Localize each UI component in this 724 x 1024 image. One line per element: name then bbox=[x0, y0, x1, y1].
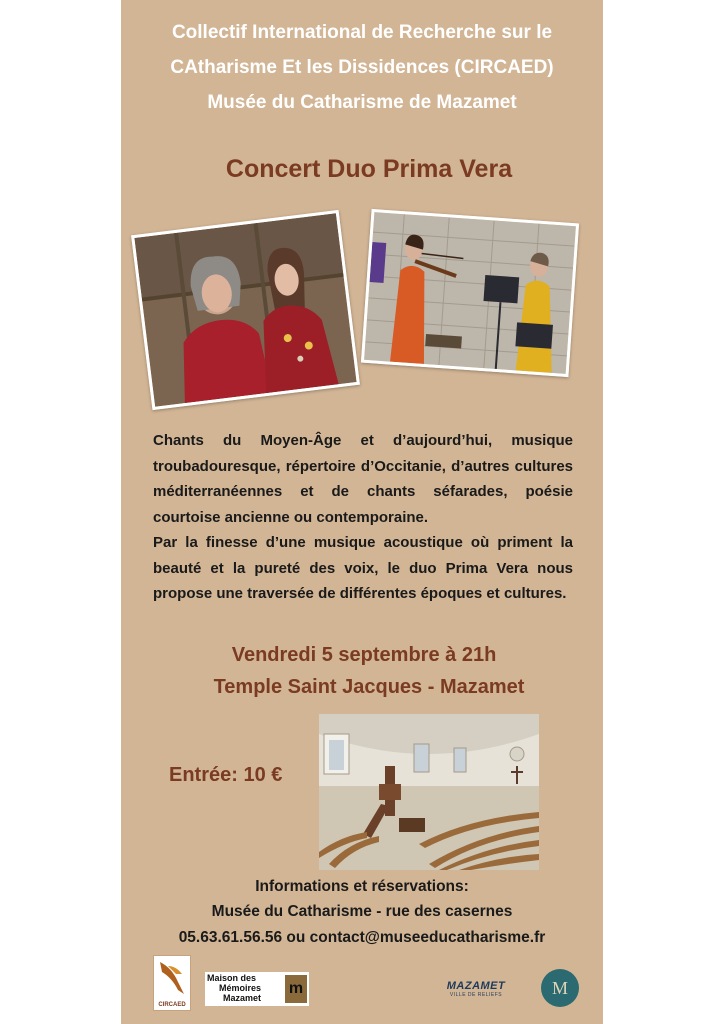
musee-catharisme-logo: M bbox=[541, 969, 579, 1007]
header-line-1: Collectif International de Recherche sur le bbox=[171, 22, 553, 43]
description-paragraph-2: Par la finesse d’une musique acoustique où priment la beauté et la pureté des voix, le duo Prima Vera nous propose une traversée de différentes époques et cultures. bbox=[153, 534, 573, 602]
circaed-logo-text: CIRCAED bbox=[158, 1002, 186, 1008]
temple-photo bbox=[319, 714, 539, 870]
info-address: Musée du Catharisme - rue des casernes bbox=[211, 903, 513, 920]
circaed-logo bbox=[153, 955, 191, 1011]
performance-photo bbox=[361, 209, 579, 377]
temple-interior-image bbox=[319, 714, 539, 870]
event-date: Vendredi 5 septembre à 21h bbox=[231, 644, 497, 666]
maison-logo-line-2: Mémoires bbox=[219, 983, 262, 993]
maison-logo-line-1: Maison des bbox=[207, 973, 257, 983]
maison-des-memoires-logo bbox=[205, 972, 309, 1006]
duo-portrait-image bbox=[134, 213, 356, 406]
maison-logo-line-3: Mazamet bbox=[223, 993, 262, 1003]
header-line-3: Musée du Catharisme de Mazamet bbox=[207, 92, 517, 113]
poster bbox=[121, 0, 603, 1024]
duo-portrait-photo bbox=[131, 210, 360, 410]
info-contact[interactable]: 05.63.61.56.56 ou contact@museeducatharisme.fr bbox=[178, 929, 546, 946]
info-heading: Informations et réservations: bbox=[255, 878, 469, 895]
header-line-2: CAtharisme Et les Dissidences (CIRCAED) bbox=[170, 57, 554, 78]
event-venue: Temple Saint Jacques - Mazamet bbox=[213, 676, 525, 698]
mazamet-logo-tagline: VILLE DE RELIEFS bbox=[449, 992, 503, 998]
maison-logo-mark: m bbox=[285, 975, 307, 1003]
performance-image bbox=[364, 212, 576, 374]
bird-icon bbox=[154, 956, 190, 998]
concert-title: Concert Duo Prima Vera bbox=[225, 155, 513, 183]
mazamet-logo bbox=[437, 980, 515, 1006]
description-paragraph-1: Chants du Moyen-Âge et d’aujourd’hui, musique troubadouresque, répertoire d’Occitanie, d’autres cultures méditerranéennes et de chants séfarades, poésie courtoise ancienne ou contemporaine. bbox=[153, 432, 573, 526]
concert-description bbox=[153, 428, 573, 607]
mazamet-logo-text: MAZAMET bbox=[446, 980, 506, 992]
entry-price: Entrée: 10 € bbox=[169, 764, 283, 786]
